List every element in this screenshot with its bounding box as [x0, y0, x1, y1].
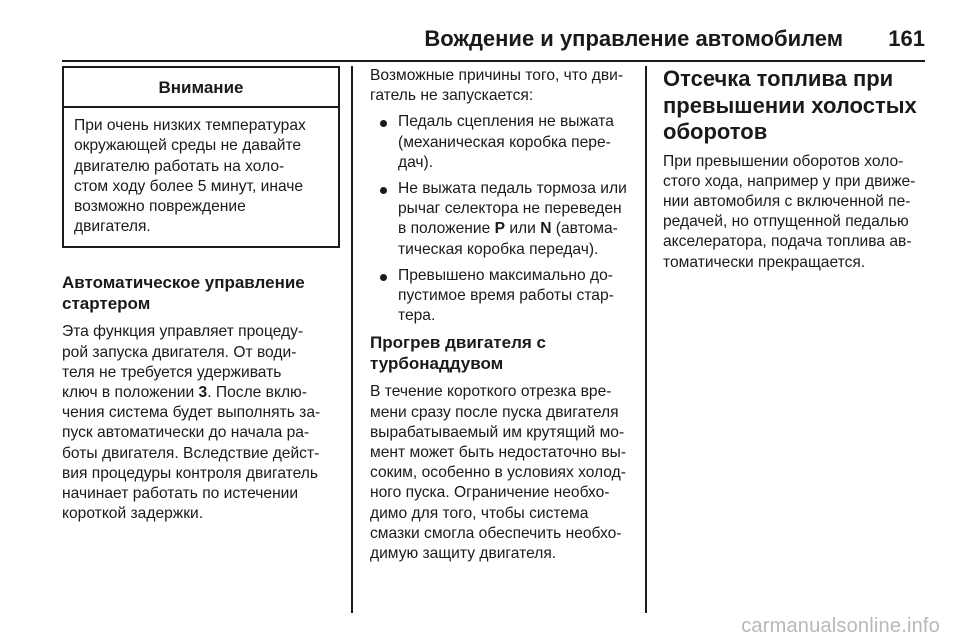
text-line: чения система будет выполнять за- — [62, 404, 321, 422]
column-left — [62, 66, 340, 524]
text-line: Не выжата педаль тормоза или — [398, 180, 627, 198]
bullet-icon — [380, 274, 387, 281]
list-item — [370, 179, 634, 260]
list-item — [370, 112, 634, 173]
text-fragment: . После вклю- — [207, 384, 307, 402]
text-line: вырабатываемый им крутящий мо- — [370, 423, 625, 441]
heading-line: Автоматическое управление — [62, 273, 305, 293]
text-line: пуск автоматически до начала ра- — [62, 424, 310, 442]
text-line: мент может быть недостаточно вы- — [370, 444, 627, 462]
section-heading-fuel-cutoff — [663, 66, 927, 146]
list-item — [370, 266, 634, 327]
text-line: акселератора, подача топлива ав- — [663, 233, 912, 251]
text-line: тическая коробка передач). — [398, 240, 599, 258]
section-heading-auto-starter — [62, 272, 340, 314]
text-line: боты двигателя. Вследствие дейст- — [62, 444, 320, 462]
heading-line: Прогрев двигателя с — [370, 333, 546, 353]
warning-line: окружающей среды не давайте — [74, 137, 302, 155]
text-line: гатель не запускается: — [370, 87, 534, 105]
bullet-icon — [380, 187, 387, 194]
text-line: тера. — [398, 307, 436, 325]
intro-paragraph — [370, 66, 634, 106]
paragraph-fuel-cutoff — [663, 152, 927, 273]
header-title: Вождение и управление автомобилем — [424, 26, 843, 51]
text-line: теля не требуется удерживать — [62, 363, 282, 381]
warning-line: возможно повреждение — [74, 198, 246, 216]
column-divider-left — [351, 66, 353, 613]
text-line: редачей, но отпущенной педалью — [663, 213, 909, 231]
page-number: 161 — [888, 26, 925, 51]
text-line: томатически прекращается. — [663, 253, 866, 271]
text-fragment: ключ в положении — [62, 384, 199, 402]
heading-line: Отсечка топлива при — [663, 66, 894, 91]
warning-line: двигателю работать на холо- — [74, 157, 285, 175]
paragraph-turbo-warmup — [370, 382, 634, 564]
text-line: рой запуска двигателя. От води- — [62, 343, 297, 361]
text-line: Эта функция управляет процеду- — [62, 323, 304, 341]
warning-line: стом ходу более 5 минут, иначе — [74, 177, 304, 195]
text-fragment: или — [505, 220, 541, 238]
text-line: короткой задержки. — [62, 505, 204, 523]
text-fragment: (автома- — [551, 220, 618, 238]
heading-line: превышении холостых — [663, 92, 917, 118]
text-line: Превышено максимально до- — [398, 266, 613, 284]
heading-line: оборотов — [663, 119, 768, 144]
text-line: В течение короткого отрезка вре- — [370, 383, 612, 401]
text-line — [62, 383, 340, 403]
text-line: смазки смогла обеспечить необхо- — [370, 524, 622, 542]
paragraph-auto-starter — [62, 322, 340, 524]
text-line — [398, 219, 634, 239]
warning-line: двигателя. — [74, 218, 151, 236]
text-line: При превышении оборотов холо- — [663, 152, 904, 170]
text-line: мени сразу после пуска двигателя — [370, 403, 619, 421]
text-line: соким, особенно в условиях холод- — [370, 464, 626, 482]
text-line: Возможные причины того, что дви- — [370, 67, 624, 84]
text-line: Педаль сцепления не выжата — [398, 113, 614, 131]
watermark: carmanualsonline.info — [741, 615, 940, 637]
header-rule — [62, 60, 925, 62]
column-divider-right — [645, 66, 647, 613]
section-heading-turbo-warmup — [370, 332, 634, 374]
text-line: (механическая коробка пере- — [398, 133, 611, 151]
heading-line: стартером — [62, 294, 151, 314]
page-header — [62, 24, 925, 60]
warning-text — [64, 108, 338, 246]
text-line: пустимое время работы стар- — [398, 287, 614, 305]
text-line: начинает работать по истечении — [62, 485, 299, 503]
column-right — [663, 66, 927, 273]
text-line: вия процедуры контроля двигатель — [62, 464, 318, 482]
column-middle — [370, 66, 634, 564]
text-line: дач). — [398, 153, 434, 171]
heading-line: турбонаддувом — [370, 354, 504, 374]
warning-line: При очень низких температурах — [74, 117, 306, 135]
bullet-icon — [380, 120, 387, 127]
text-line: нии автомобиля с включенной пе- — [663, 192, 911, 210]
text-line: рычаг селектора не переведен — [398, 200, 622, 218]
text-line: стого хода, например у при движе- — [663, 172, 916, 190]
selector-position-n: N — [540, 220, 552, 238]
text-fragment: в положение — [398, 220, 495, 238]
text-line: димую защиту двигателя. — [370, 545, 557, 563]
text-line: ного пуска. Ограничение необхо- — [370, 484, 610, 502]
warning-box — [62, 66, 340, 248]
selector-position-p: P — [494, 220, 505, 238]
key-position-label: 3 — [198, 384, 208, 402]
text-line: димо для того, чтобы система — [370, 504, 589, 522]
warning-title: Внимание — [64, 68, 338, 108]
